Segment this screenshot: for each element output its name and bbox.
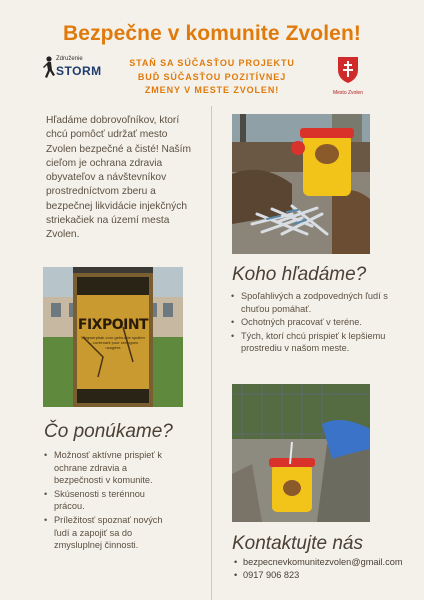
contact-phone[interactable]: • 0917 906 823 [233,569,402,582]
fixpoint-small-text: Wegwerpbak voor gebruikte spuiten — contenant pour seringues usagées [81,335,145,350]
photo-sharps-container-syringes [232,114,370,254]
intro-text: Hľadáme dobrovoľníkov, ktorí chcú pomôcť udržať mesto Zvolen bezpečné a čisté! Naším cieľom je ochrana zdravia obyvateľov a návštevníkov prostredníctvom zberu a bezpečnej likvidácie injekčných striekačiek na území mesta Zvolen. [46,115,191,241]
fixpoint-label: FIXPOINT [77,317,149,333]
tagline [112,57,312,98]
storm-logo [42,54,104,88]
list-item: • Ochotných pracovať v teréne. [229,316,389,329]
contact-email[interactable]: • bezpecnevkomunitezvolen@gmail.com [233,556,402,569]
list-item: • Tých, ktorí chcú prispieť k lepšiemu prostrediu v našom meste. [229,330,389,355]
section-heading-co: Čo ponúkame? [44,421,173,442]
tagline-line: STAŇ SA SÚČASŤOU PROJEKTU [129,58,295,68]
storm-logo-small-text: Združenie [56,56,83,62]
tagline-line: BUĎ SÚČASŤOU POZITÍVNEJ [137,71,287,82]
co-list [42,449,176,553]
contact-list [233,556,402,582]
page-title: Bezpečne v komunite Zvolen! [63,22,361,45]
tagline-line: ZMENY V MESTE ZVOLEN! [144,85,280,95]
koho-list [229,290,389,356]
list-item: • Možnosť aktívne prispieť k ochrane zdravia a bezpečnosti v komunite. [42,449,176,487]
photo-syringe-disposal [232,384,370,522]
running-person-icon [42,56,56,86]
list-item: • Spoľahlivých a zodpovedných ľudí s chuťou pomáhať. [229,290,389,315]
list-item: • Príležitosť spoznať nových ľudí a zapojiť sa do zmysluplnej činnosti. [42,514,176,552]
storm-logo-text: STORM [56,64,102,78]
photo-fixpoint-container [43,267,183,407]
list-item: • Skúsenosti s terénnou prácou. [42,488,176,513]
column-divider [211,106,212,600]
crest-shield-icon [337,56,359,84]
city-crest-logo [330,56,366,98]
city-crest-caption: Mesto Zvolen [332,90,363,96]
section-heading-koho: Koho hľadáme? [232,264,367,285]
section-heading-contact: Kontaktujte nás [232,533,363,554]
